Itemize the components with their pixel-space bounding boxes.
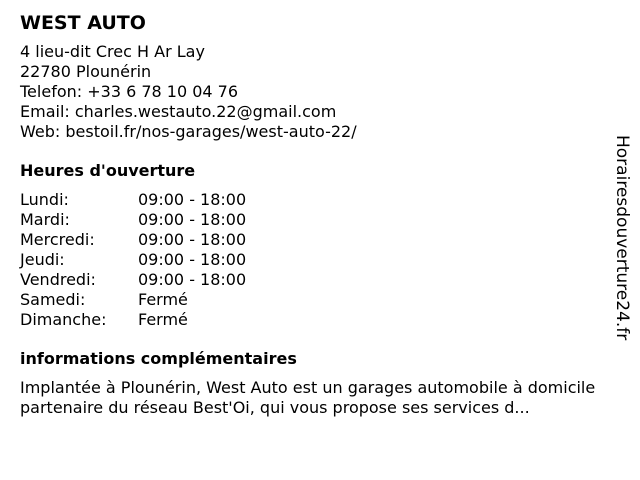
hours-time: 09:00 - 18:00 [138,190,247,209]
web-line[interactable]: Web: bestoil.fr/nos-garages/west-auto-22/ [20,122,357,141]
hours-row-friday [20,270,610,290]
address-line-2: 22780 Plounérin [20,62,152,81]
hours-time: Fermé [138,290,188,309]
hours-day: Samedi: [20,290,86,309]
business-name: WEST AUTO [20,12,146,34]
opening-hours-title: Heures d'ouverture [20,161,196,180]
hours-time: 09:00 - 18:00 [138,250,247,269]
hours-row-thursday [20,250,610,270]
site-watermark: Horairesdouverture24.fr [612,135,632,341]
hours-day: Jeudi: [20,250,65,269]
address-line-1: 4 lieu-dit Crec H Ar Lay [20,42,205,61]
hours-time: 09:00 - 18:00 [138,270,247,289]
hours-day: Dimanche: [20,310,107,329]
hours-time: 09:00 - 18:00 [138,210,247,229]
hours-time: 09:00 - 18:00 [138,230,247,249]
hours-day: Vendredi: [20,270,96,289]
additional-info-title: informations complémentaires [20,349,297,368]
hours-day: Mardi: [20,210,70,229]
hours-day: Mercredi: [20,230,95,249]
additional-info-text: Implantée à Plounérin, West Auto est un garages automobile à domicile partenaire du réseau Best'Oi, qui vous propose ses services d... [20,378,596,417]
hours-time: Fermé [138,310,188,329]
business-card [20,10,610,418]
opening-hours-section [20,160,610,330]
hours-row-monday [20,190,610,210]
hours-row-saturday [20,290,610,310]
phone-line[interactable]: Telefon: +33 6 78 10 04 76 [20,82,239,101]
hours-row-tuesday [20,210,610,230]
hours-day: Lundi: [20,190,69,209]
hours-row-sunday [20,310,610,330]
additional-info-section [20,348,610,418]
email-line[interactable]: Email: charles.westauto.22@gmail.com [20,102,337,121]
hours-row-wednesday [20,230,610,250]
